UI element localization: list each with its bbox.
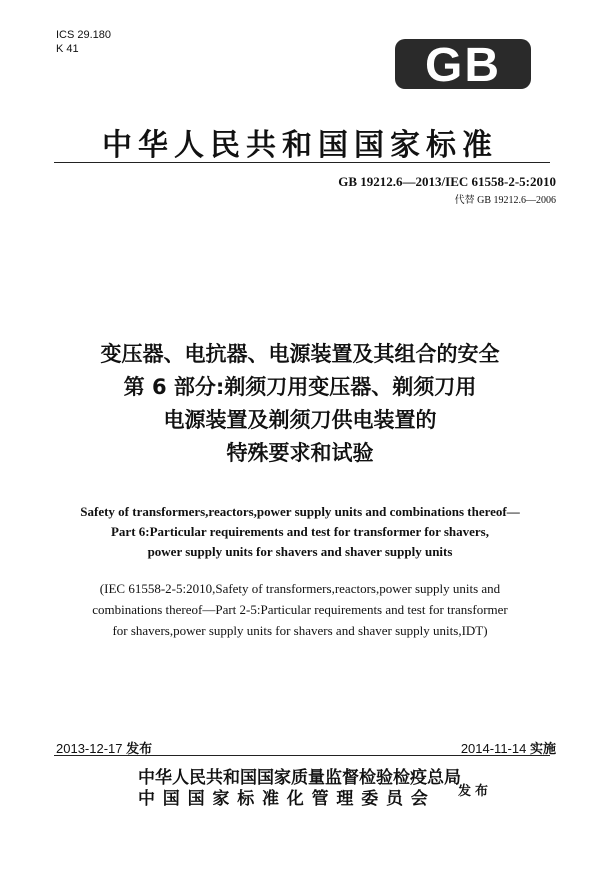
bottom-divider: [54, 755, 550, 756]
issuer-aqsiq: 中华人民共和国国家质量监督检验检疫总局: [138, 768, 461, 788]
publish-label: 发布: [458, 784, 493, 799]
issuing-authorities: [138, 768, 461, 810]
gb-logo: [393, 37, 533, 91]
chinese-title-line: 变压器、电抗器、电源装置及其组合的安全: [100, 342, 500, 366]
top-divider: [54, 162, 550, 163]
standard-number-block: [338, 174, 556, 206]
iec-line: (IEC 61558-2-5:2010,Safety of transformers,reactors,power supply units and: [99, 581, 501, 596]
issue-date: 2013-12-17: [56, 741, 123, 756]
english-title: [0, 502, 600, 562]
chinese-title-line: 电源装置及剃须刀供电装置的: [163, 408, 437, 432]
chinese-title-line: 第 6 部分:剃须刀用变压器、剃须刀用: [123, 375, 477, 399]
issue-label: 发布: [126, 742, 153, 757]
classification-codes: [56, 28, 111, 56]
standard-number: GB 19212.6—2013/IEC 61558-2-5:2010: [338, 174, 556, 189]
iec-equivalence: [0, 578, 600, 641]
replaces-note: 代替 GB 19212.6—2006: [454, 195, 556, 206]
ics-code: ICS 29.180: [56, 29, 112, 41]
english-title-line: Safety of transformers,reactors,power supply units and combinations thereof—: [80, 504, 520, 519]
issuer-sac: 中国国家标准化管理委员会: [138, 789, 436, 809]
english-title-line: Part 6:Particular requirements and test for transformer for shavers,: [110, 524, 489, 539]
gb-logo-text: GB: [425, 39, 501, 91]
chinese-title-line: 特殊要求和试验: [226, 441, 374, 465]
iec-line: combinations thereof—Part 2-5:Particular requirements and test for transformer: [92, 602, 508, 617]
ccs-code: K 41: [56, 43, 79, 55]
standard-title: 中华人民共和国国家标准: [102, 128, 498, 163]
english-title-line: power supply units for shavers and shaver supply units: [147, 544, 453, 559]
implementation-date: 2014-11-14: [460, 741, 527, 756]
implementation-label: 实施: [529, 742, 556, 757]
chinese-title: [0, 338, 600, 470]
iec-line: for shavers,power supply units for shavers and shaver supply units,IDT): [112, 623, 488, 638]
